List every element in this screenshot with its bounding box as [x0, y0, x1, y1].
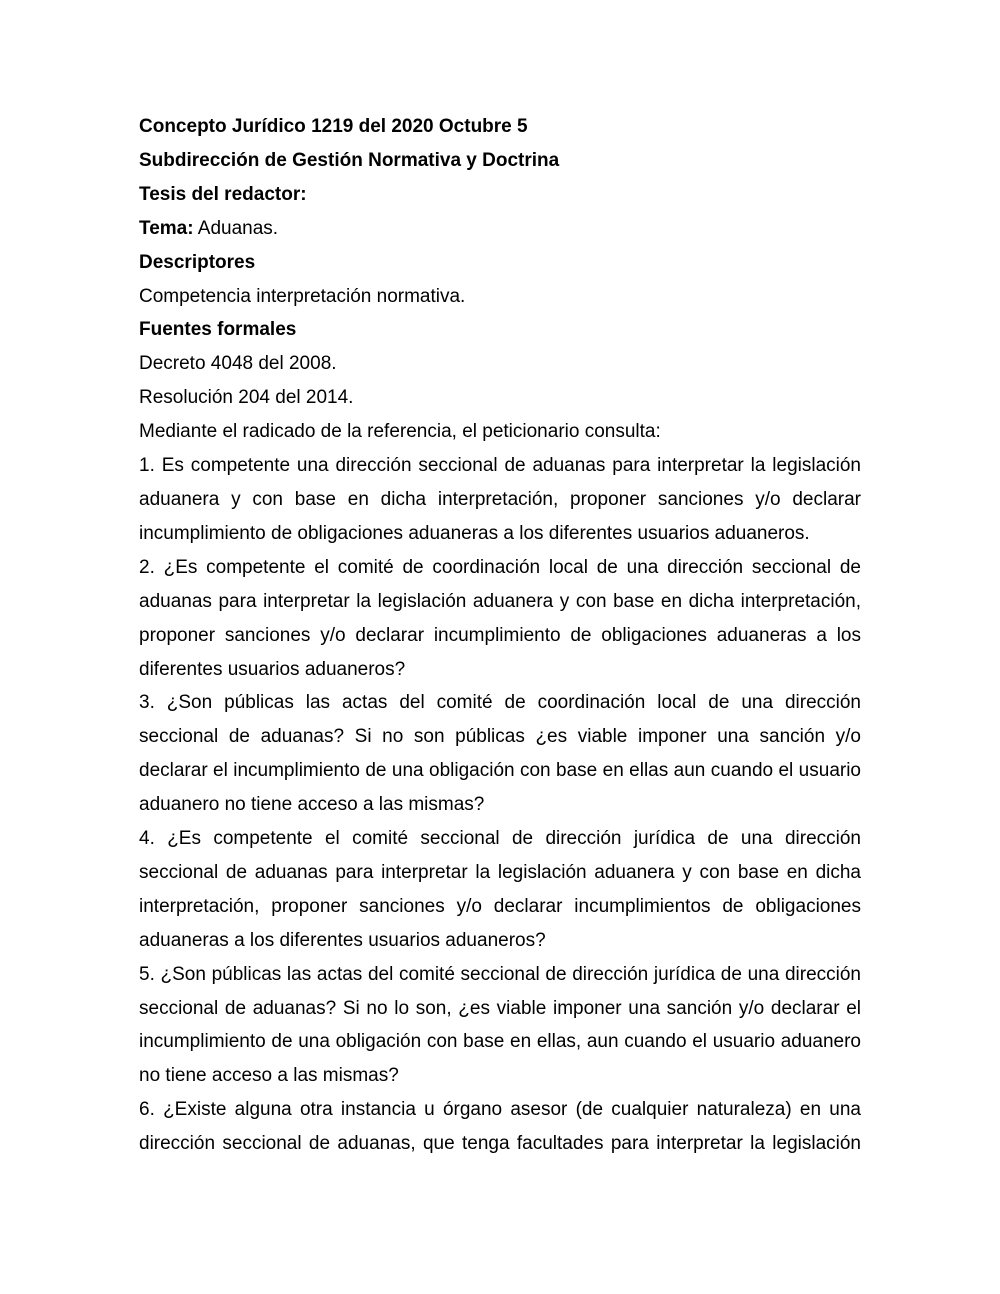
intro-paragraph: Mediante el radicado de la referencia, el peticionario consulta: — [139, 421, 661, 443]
question-paragraph: 6. ¿Existe alguna otra instancia u órgano asesor (de cualquier naturaleza) en una dirección seccional de aduanas, que tenga facultades para interpretar la legislación — [139, 1099, 861, 1155]
tesis-label: Tesis del redactor: — [139, 183, 307, 205]
question-paragraph: 4. ¿Es competente el comité seccional de dirección jurídica de una dirección seccional de aduanas para interpretar la legislación aduanera y con base en dicha interpretación, proponer sanciones y/o declarar incumplimientos de obligaciones aduaneras a los diferentes usuarios aduaneros? — [139, 828, 861, 951]
fuente-item: Decreto 4048 del 2008. — [139, 353, 337, 375]
tema-label: Tema: — [139, 217, 194, 239]
fuentes-label: Fuentes formales — [139, 319, 297, 341]
document-page — [139, 110, 861, 1161]
question-paragraph: 5. ¿Son públicas las actas del comité seccional de dirección jurídica de una dirección seccional de aduanas? Si no lo son, ¿es viable imponer una sanción y/o declarar el incumplimiento de una obligación con base en ellas, aun cuando el usuario aduanero no tiene acceso a las mismas? — [139, 963, 861, 1087]
question-paragraph: 2. ¿Es competente el comité de coordinación local de una dirección seccional de aduanas para interpretar la legislación aduanera y con base en dicha interpretación, proponer sanciones y/o declarar incumplimiento de obligaciones aduaneras a los diferentes usuarios aduaneros? — [139, 556, 861, 680]
question-paragraph: 3. ¿Son públicas las actas del comité de coordinación local de una dirección seccional de aduanas? Si no son públicas ¿es viable imponer una sanción y/o declarar el incumplimiento de una obligación con base en ellas aun cuando el usuario aduanero no tiene acceso a las mismas? — [139, 692, 861, 816]
question-paragraph: 1. Es competente una dirección seccional de aduanas para interpretar la legislación aduanera y con base en dicha interpretación, proponer sanciones y/o declarar incumplimiento de obligaciones aduaneras a los diferentes usuarios aduaneros. — [139, 455, 861, 544]
tema-line — [139, 212, 861, 246]
document-subtitle: Subdirección de Gestión Normativa y Doctrina — [139, 149, 560, 171]
descriptores-value: Competencia interpretación normativa. — [139, 285, 466, 307]
tema-value: Aduanas. — [193, 217, 279, 239]
fuente-item: Resolución 204 del 2014. — [139, 387, 354, 409]
document-title: Concepto Jurídico 1219 del 2020 Octubre 5 — [139, 116, 528, 137]
descriptores-label: Descriptores — [139, 251, 256, 273]
